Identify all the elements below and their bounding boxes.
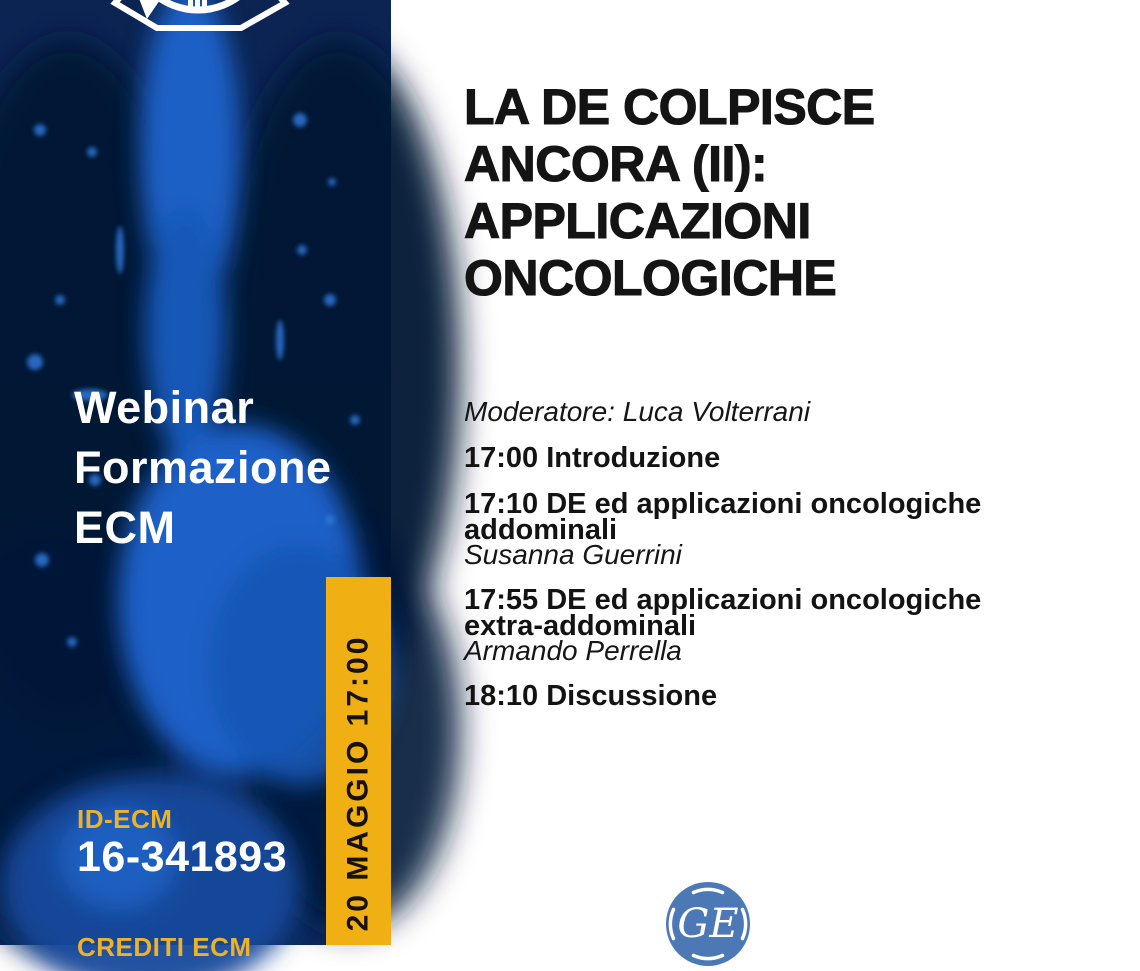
panel-heading-line: Webinar bbox=[74, 382, 255, 433]
ge-monogram: GE bbox=[677, 901, 739, 947]
program-item-speaker: Armando Perrella bbox=[464, 635, 682, 666]
id-ecm-block bbox=[77, 804, 287, 880]
panel-heading-line: Formazione bbox=[74, 442, 332, 493]
panel-heading bbox=[74, 378, 332, 558]
program-item-title: 17:00 Introduzione bbox=[464, 442, 721, 474]
program-item bbox=[464, 680, 1064, 712]
moderator-line: Moderatore: Luca Volterrani bbox=[464, 396, 811, 427]
program-item bbox=[464, 442, 1064, 474]
event-title-line: ONCOLOGICHE bbox=[464, 250, 837, 306]
event-title bbox=[464, 79, 875, 307]
program-item-time: 17:10 bbox=[464, 488, 539, 520]
event-title-line: ANCORA (II): bbox=[464, 136, 768, 192]
program-item-title: 17:10 DE ed applicazioni oncologiche bbox=[464, 488, 982, 520]
panel-heading-line: ECM bbox=[74, 502, 176, 553]
ge-logo-icon bbox=[663, 881, 753, 971]
program-item-time: 17:00 bbox=[464, 442, 539, 474]
id-ecm-label: ID-ECM bbox=[77, 804, 173, 834]
date-ribbon-text: 20 MAGGIO 17:00 bbox=[341, 634, 375, 932]
program-item-speaker: Susanna Guerrini bbox=[464, 539, 682, 570]
program-item bbox=[464, 488, 1064, 570]
program-schedule bbox=[464, 396, 1064, 712]
date-ribbon bbox=[326, 577, 391, 945]
program-item-time: 18:10 bbox=[464, 680, 539, 712]
id-ecm-value: 16-341893 bbox=[77, 833, 288, 881]
program-item-title-line2: extra-addominali bbox=[464, 610, 697, 642]
program-item-title: 18:10 Discussione bbox=[464, 680, 718, 712]
program-item-title-line2: addominali bbox=[464, 514, 618, 546]
crediti-ecm-label: CREDITI ECM bbox=[77, 932, 252, 962]
program-item bbox=[464, 584, 1064, 666]
event-title-line: LA DE COLPISCE bbox=[464, 79, 875, 135]
program-item-title: 17:55 DE ed applicazioni oncologiche bbox=[464, 584, 982, 616]
event-title-line: APPLICAZIONI bbox=[464, 193, 811, 249]
program-item-time: 17:55 bbox=[464, 584, 539, 616]
society-emblem-icon bbox=[110, 0, 290, 34]
